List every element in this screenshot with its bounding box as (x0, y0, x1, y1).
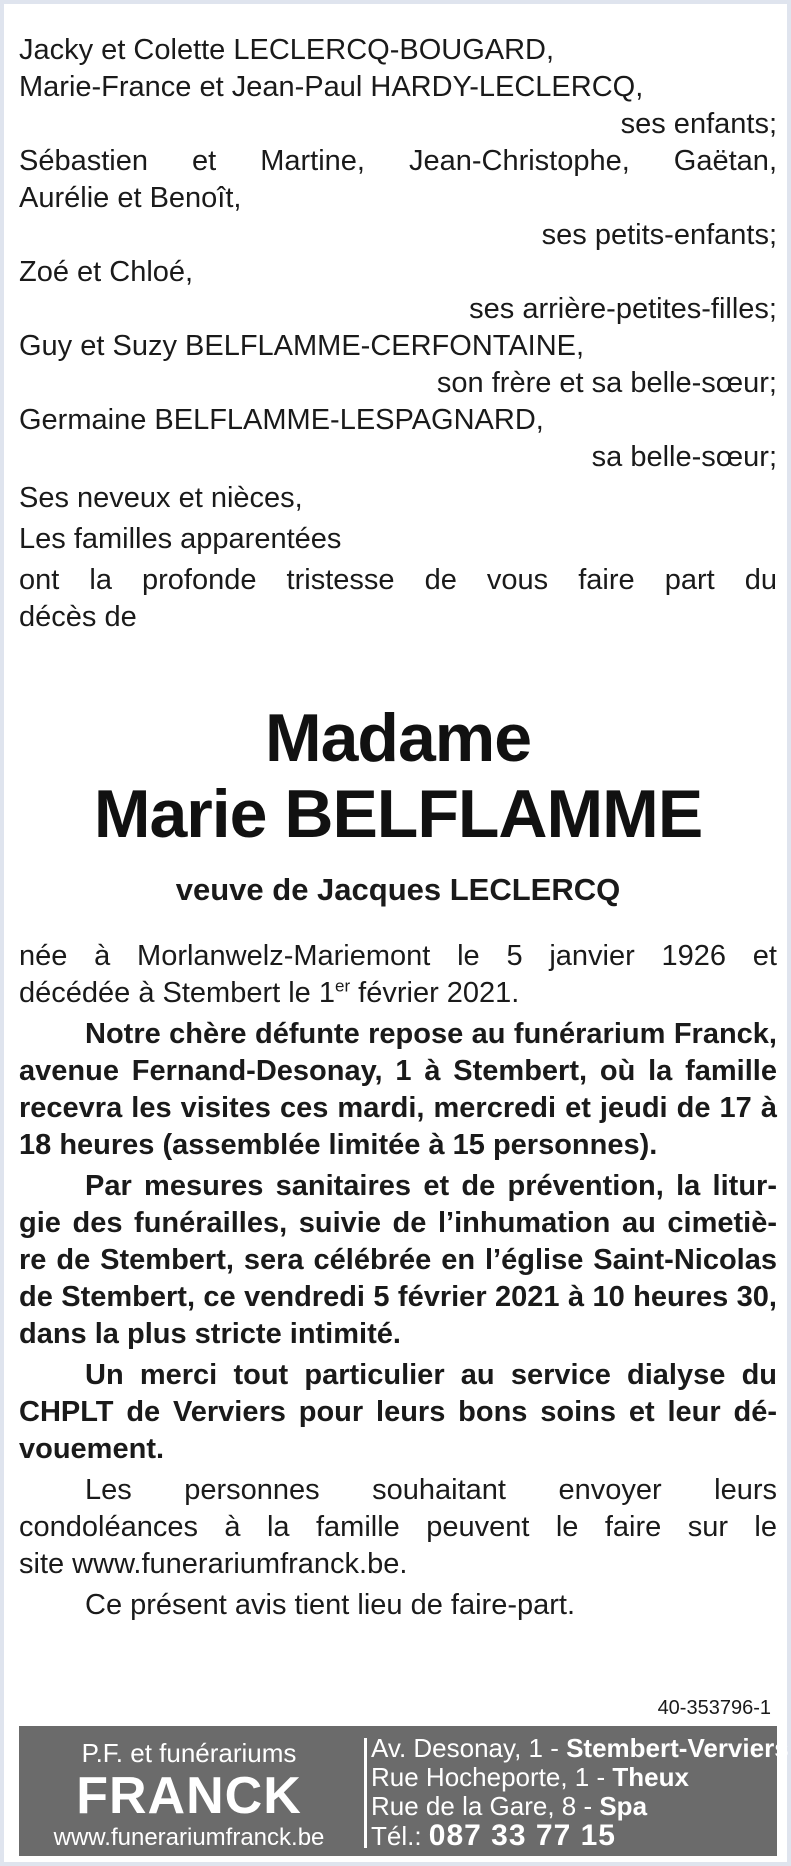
phone-line (371, 1821, 775, 1851)
funeral-home-brand (19, 1726, 359, 1856)
announcement: ont la profonde tristesse de vous faire part du (19, 564, 777, 596)
family-line: Zoé et Chloé, (19, 256, 194, 288)
ceremony-line: Par mesures sanitaires et de prévention, la litur- (85, 1170, 777, 1202)
birth-line: née à Morlanwelz-Mariemont le 5 janvier 1926 et (19, 940, 777, 972)
phone-label: Tél.: (371, 1821, 429, 1851)
ceremony-line: de Stembert, ce vendredi 5 février 2021 à 10 heures 30, (19, 1281, 777, 1313)
family-line: Sébastien et Martine, Jean-Christophe, Gaëtan, (19, 145, 777, 177)
family-role: ses petits-enfants; (541, 219, 777, 251)
funeral-home-addresses (371, 1733, 789, 1852)
thanks-line: vouement. (19, 1433, 165, 1465)
condolences-line: Les personnes souhaitant envoyer leurs (85, 1474, 777, 1506)
rest-line: avenue Fernand-Desonay, 1 à Stembert, où la famille (19, 1055, 777, 1087)
ordinal-suffix: er (334, 976, 351, 996)
family-line: Jacky et Colette LECLERCQ-BOUGARD, (19, 34, 555, 66)
rest-line: 18 heures (assemblée limitée à 15 personnes). (19, 1129, 658, 1161)
ceremony-line: re de Stembert, sera célébrée en l’église Saint-Nicolas (19, 1244, 777, 1276)
notice-content (19, 32, 777, 1624)
family-line: Marie-France et Jean-Paul HARDY-LECLERCQ, (19, 71, 644, 103)
rest-paragraph (19, 1016, 777, 1164)
ceremony-line: dans la plus stricte intimité. (19, 1318, 401, 1350)
family-line: Aurélie et Benoît, (19, 182, 242, 214)
address-city: Spa (599, 1791, 648, 1821)
funeral-home-banner (19, 1726, 789, 1856)
funeral-home-logo: FRANCK (76, 1767, 302, 1825)
rest-line: recevra les visites ces mardi, mercredi et jeudi de 17 à (19, 1092, 777, 1124)
funeral-home-url[interactable]: www.funerariumfranck.be (53, 1824, 325, 1851)
thanks-paragraph (19, 1357, 777, 1468)
widow-line: veuve de Jacques LECLERCQ (175, 872, 621, 907)
address-city: Stembert-Verviers (566, 1733, 789, 1763)
death-line-start: décédée à Stembert le 1 (19, 977, 335, 1009)
death-notice (4, 4, 787, 1862)
address-line (371, 1792, 775, 1821)
address-line (371, 1733, 789, 1763)
family-line: Les familles apparentées (19, 523, 342, 555)
notice-line: Ce présent avis tient lieu de faire-part. (85, 1589, 576, 1621)
funeral-home-tagline: P.F. et funérariums (81, 1738, 297, 1768)
thanks-line: Un merci tout particulier au service dialyse du (85, 1359, 777, 1391)
family-line: Germaine BELFLAMME-LESPAGNARD, (19, 404, 544, 436)
deceased-title: Madame (264, 700, 532, 776)
death-line-end: février 2021. (350, 977, 520, 1009)
family-role: son frère et sa belle-sœur; (436, 367, 777, 399)
family-line: Guy et Suzy BELFLAMME-CERFONTAINE, (19, 330, 585, 362)
condolences-line: site www.funerariumfranck.be. (19, 1548, 408, 1580)
death-line (19, 975, 777, 1012)
rest-line: Notre chère défunte repose au funérarium Franck, (85, 1018, 777, 1050)
ceremony-paragraph (19, 1168, 777, 1353)
divider (364, 1738, 367, 1848)
family-role: ses arrière-petites-filles; (469, 293, 777, 325)
deceased-name: Marie BELFLAMME (93, 776, 703, 852)
ceremony-line: gie des funérailles, suivie de l’inhumation au cimetiè- (19, 1207, 777, 1239)
address-city: Theux (612, 1762, 689, 1792)
family-role: sa belle-sœur; (591, 441, 777, 473)
condolences-line: condoléances à la famille peuvent le faire sur le (19, 1511, 777, 1543)
address-street: Av. Desonay, 1 - (371, 1733, 567, 1763)
family-line: Ses neveux et nièces, (19, 482, 303, 514)
condolences-paragraph (19, 1472, 777, 1583)
address-street: Rue Hocheporte, 1 - (371, 1762, 613, 1792)
family-role: ses enfants; (620, 108, 777, 140)
thanks-line: CHPLT de Verviers pour leurs bons soins et leur dé- (19, 1396, 777, 1428)
phone-number: 087 33 77 15 (428, 1819, 616, 1852)
address-line (371, 1763, 775, 1792)
announcement: décès de (19, 601, 137, 633)
reference-number: 40-353796-1 (657, 1697, 771, 1719)
address-street: Rue de la Gare, 8 - (371, 1791, 600, 1821)
